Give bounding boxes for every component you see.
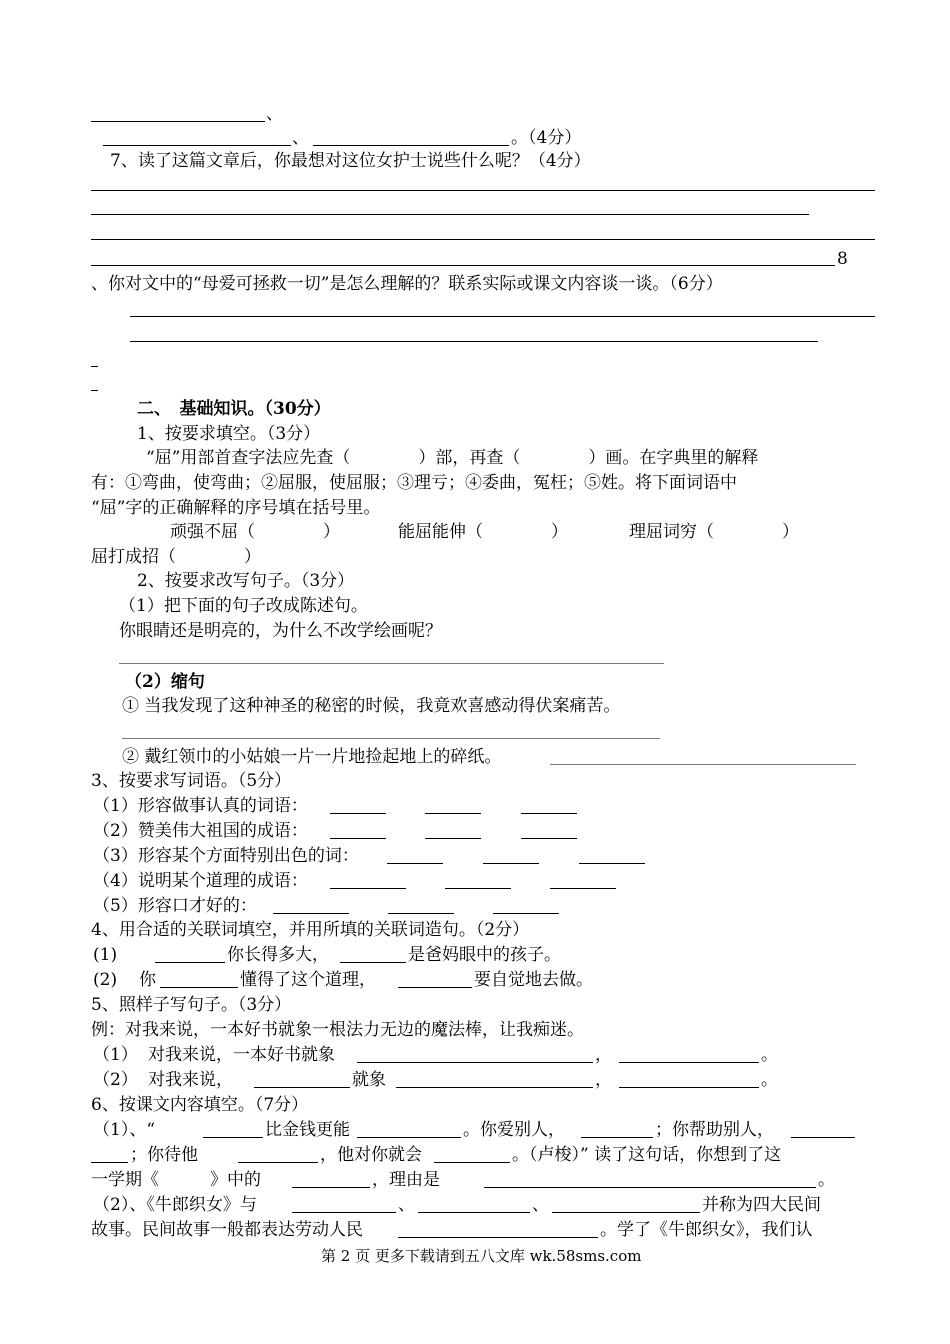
word-item[interactable]: 理屈词穷（ ） bbox=[629, 522, 799, 542]
sentence-text: 对我来说， bbox=[148, 1070, 233, 1090]
answer-line[interactable] bbox=[619, 1087, 759, 1088]
sentence-text: ；你待他 bbox=[130, 1145, 198, 1165]
word-item[interactable]: 能屈能伸（ ） bbox=[398, 522, 568, 542]
answer-line[interactable] bbox=[388, 913, 454, 914]
answer-line[interactable] bbox=[91, 366, 98, 367]
sentence-text: 。你爱别人， bbox=[463, 1120, 565, 1140]
answer-line[interactable] bbox=[238, 1162, 318, 1163]
punctuation: 、 bbox=[398, 1195, 415, 1215]
sentence-text: （2）、《牛郎织女》与 bbox=[93, 1195, 257, 1215]
question-7: 7、读了这篇文章后，你最想对这位女护士说些什么呢？（4分） bbox=[110, 151, 591, 171]
punctuation: 。 bbox=[761, 1045, 778, 1065]
answer-line[interactable] bbox=[619, 1062, 759, 1063]
answer-line[interactable] bbox=[91, 214, 809, 215]
answer-line[interactable] bbox=[313, 145, 509, 146]
separator: 、 bbox=[292, 128, 309, 148]
answer-line[interactable] bbox=[91, 390, 98, 391]
answer-line[interactable] bbox=[330, 813, 386, 814]
answer-line[interactable] bbox=[791, 1137, 855, 1138]
list-item: （3）形容某个方面特别出色的词： bbox=[93, 846, 359, 866]
sentence-text: （1）、“ bbox=[93, 1120, 156, 1140]
answer-line[interactable] bbox=[418, 1212, 530, 1213]
sub-question-title: 6、按课文内容填空。（7分） bbox=[91, 1095, 309, 1115]
sentence-text: ① 当我发现了这种神圣的秘密的时候，我竟欢喜感动得伏案痛苦。 bbox=[122, 696, 621, 716]
sentence-text: ，他对你就会 bbox=[320, 1145, 422, 1165]
answer-line[interactable] bbox=[493, 913, 559, 914]
page-footer: 第 2 页 更多下载请到五八文库 wk.58sms.com bbox=[321, 1247, 642, 1265]
answer-line[interactable] bbox=[445, 888, 511, 889]
word-item[interactable]: 屈打成招（ ） bbox=[91, 547, 261, 567]
example-sentence: 例：对我来说，一本好书就象一根法力无边的魔法棒，让我痴迷。 bbox=[91, 1020, 584, 1040]
punctuation: ， bbox=[595, 1045, 612, 1065]
answer-line[interactable] bbox=[203, 1137, 263, 1138]
answer-line[interactable] bbox=[91, 1162, 128, 1163]
sentence-text: 你 bbox=[139, 970, 156, 990]
sentence-text: ，理由是 bbox=[372, 1170, 440, 1190]
answer-line[interactable] bbox=[330, 838, 386, 839]
word-item[interactable]: 顽强不屈（ ） bbox=[170, 522, 340, 542]
answer-line[interactable] bbox=[292, 1187, 370, 1188]
answer-line[interactable] bbox=[340, 962, 406, 963]
sub-question-title: 2、按要求改写句子。（3分） bbox=[137, 571, 355, 591]
answer-line[interactable] bbox=[155, 962, 225, 963]
item-number: (1) bbox=[93, 945, 118, 965]
answer-line[interactable] bbox=[398, 1237, 598, 1238]
answer-line[interactable] bbox=[91, 265, 835, 266]
answer-line[interactable] bbox=[91, 239, 875, 240]
item-number: (2) bbox=[93, 970, 118, 990]
answer-line[interactable] bbox=[484, 1187, 816, 1188]
sentence-text: 是爸妈眼中的孩子。 bbox=[408, 945, 561, 965]
sentence-text: 懂得了这个道理， bbox=[240, 970, 376, 990]
list-item: （2）赞美伟大祖国的成语： bbox=[93, 821, 308, 841]
punctuation: 、 bbox=[532, 1195, 549, 1215]
answer-line[interactable] bbox=[483, 863, 539, 864]
item-number: （1） bbox=[93, 1045, 138, 1065]
sentence-text: 你长得多大， bbox=[227, 945, 329, 965]
answer-line[interactable] bbox=[119, 663, 664, 664]
answer-line[interactable] bbox=[254, 1087, 350, 1088]
answer-line[interactable] bbox=[550, 764, 856, 765]
punctuation: 。 bbox=[761, 1070, 778, 1090]
punctuation: ， bbox=[595, 1070, 612, 1090]
question-8: 、你对文中的“母爱可拯救一切”是怎么理解的？联系实际或课文内容谈一谈。（6分） bbox=[91, 274, 723, 294]
sentence-text: ；你帮助别人， bbox=[655, 1120, 774, 1140]
answer-line[interactable] bbox=[579, 863, 645, 864]
instruction-text: （1）把下面的句子改成陈述句。 bbox=[119, 596, 368, 616]
answer-line[interactable] bbox=[521, 838, 577, 839]
answer-line[interactable] bbox=[330, 888, 406, 889]
sentence-text: 。学了《牛郎织女》，我们认 bbox=[600, 1220, 813, 1240]
answer-line[interactable] bbox=[387, 863, 443, 864]
sub-question-title: 3、按要求写词语。（5分） bbox=[91, 771, 292, 791]
answer-line[interactable] bbox=[425, 838, 481, 839]
sentence-text: 故事。民间故事一般都表达劳动人民 bbox=[91, 1220, 363, 1240]
answer-line[interactable] bbox=[357, 1062, 593, 1063]
sentence-text: 比金钱更能 bbox=[265, 1120, 350, 1140]
list-item: （1）形容做事认真的词语： bbox=[93, 796, 308, 816]
separator: 、 bbox=[266, 104, 283, 124]
answer-line[interactable] bbox=[552, 1212, 700, 1213]
list-item: （5）形容口才好的： bbox=[93, 896, 257, 916]
answer-line[interactable] bbox=[122, 738, 660, 739]
answer-line[interactable] bbox=[521, 813, 577, 814]
sentence-text: 就象 bbox=[352, 1070, 386, 1090]
sentence-text: 并称为四大民间 bbox=[702, 1195, 821, 1215]
answer-line[interactable] bbox=[292, 1212, 396, 1213]
instruction-text: （2）缩句 bbox=[125, 672, 205, 692]
score-label: 。（4分） bbox=[511, 128, 582, 148]
sentence-text: ② 戴红领巾的小姑娘一片一片地捡起地上的碎纸。 bbox=[122, 747, 502, 767]
answer-line[interactable] bbox=[91, 190, 875, 191]
section-title: 二、 基础知识。（30分） bbox=[137, 399, 331, 419]
sentence-text: 要自觉地去做。 bbox=[474, 970, 593, 990]
answer-line[interactable] bbox=[581, 1137, 653, 1138]
answer-line[interactable] bbox=[357, 1137, 461, 1138]
answer-line[interactable] bbox=[160, 987, 238, 988]
answer-line[interactable] bbox=[130, 341, 818, 342]
instruction-text: “屈”用部首查字法应先查（ ）部，再查（ ）画。在字典里的解释 bbox=[146, 448, 759, 468]
sub-question-title: 5、照样子写句子。（3分） bbox=[91, 995, 292, 1015]
answer-line[interactable] bbox=[398, 987, 472, 988]
sentence-text: 对我来说，一本好书就象 bbox=[148, 1045, 335, 1065]
list-item: （4）说明某个道理的成语： bbox=[93, 871, 308, 891]
sub-question-title: 1、按要求填空。（3分） bbox=[137, 424, 321, 444]
sentence-text: 一学期《 》中的 bbox=[91, 1170, 261, 1190]
answer-line[interactable] bbox=[425, 813, 481, 814]
instruction-text: “屈”字的正确解释的序号填在括号里。 bbox=[91, 498, 381, 518]
punctuation: 。 bbox=[818, 1170, 835, 1190]
sub-question-title: 4、用合适的关联词填空，并用所填的关联词造句。（2分） bbox=[91, 920, 530, 940]
answer-line[interactable] bbox=[273, 913, 349, 914]
answer-line[interactable] bbox=[130, 316, 875, 317]
item-number: （2） bbox=[93, 1070, 138, 1090]
answer-line[interactable] bbox=[396, 1087, 593, 1088]
answer-line[interactable] bbox=[91, 121, 265, 122]
sentence-text: 。（卢梭）” 读了这句话，你想到了这 bbox=[512, 1145, 782, 1165]
answer-line[interactable] bbox=[550, 888, 616, 889]
answer-line[interactable] bbox=[103, 145, 291, 146]
instruction-text: 有：①弯曲，使弯曲；②屈服，使屈服；③理亏；④委曲，冤枉；⑤姓。将下面词语中 bbox=[91, 473, 737, 493]
question-8-number: 8 bbox=[837, 249, 848, 269]
answer-line[interactable] bbox=[434, 1162, 510, 1163]
sentence-text: 你眼睛还是明亮的，为什么不改学绘画呢？ bbox=[119, 621, 442, 641]
